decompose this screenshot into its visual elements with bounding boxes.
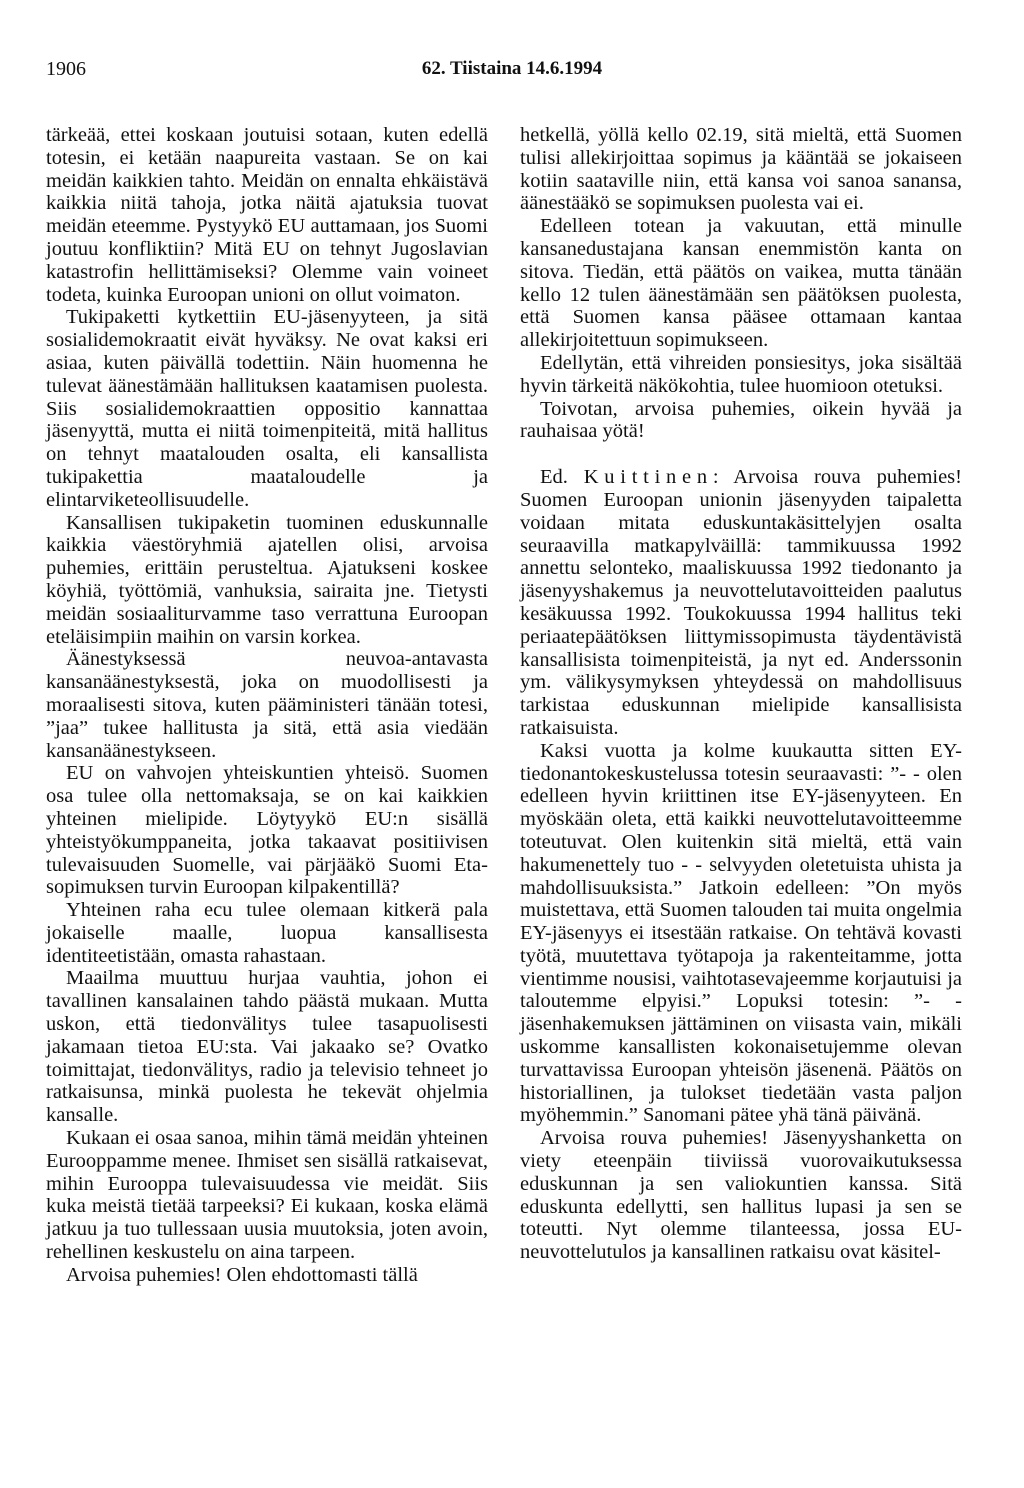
paragraph: Arvoisa rouva puhemies! Jäsenyyshanketta on viety eteenpäin tiiviissä vuorovaikutuksessa eduskunnan ja sen valiokuntien kanssa. Sitä eduskunta edellytti, sen hallitus lupasi ja sen se toteutti. Nyt olemme tilanteessa, jossa EU-neuvottelutulos ja kansallinen ratkaisu ovat käsitel- bbox=[520, 1127, 962, 1264]
paragraph: Edelleen totean ja vakuutan, että minulle kansanedustajana kansan enemmistön kanta on sitova. Tiedän, että päätös on vaikea, mutta tänään kello 12 tulen äänestämään sen päätöksen puolesta, että Suomen kansa pääsee ottamaan kantaa allekirjoitettuun sopimukseen. bbox=[520, 215, 962, 352]
page-header bbox=[0, 58, 1024, 86]
paragraph: Kukaan ei osaa sanoa, mihin tämä meidän yhteinen Eurooppamme menee. Ihmiset sen sisällä ratkaisevat, mihin Eurooppa tulevaisuudessa vie meidät. Siis kuka meistä tietää tarpeeksi? Ei kukaan, koska elämä jatkuu ja tuo tullessaan uusia muutoksia, joten avoin, rehellinen keskustelu on aina tarpeen. bbox=[46, 1127, 488, 1264]
paragraph: Äänestyksessä neuvoa-antavasta kansanäänestyksestä, joka on muodollisesti ja moraalisesti sitova, kuten pääministeri tänään totesi, ”jaa” tukee hallitusta ja sitä, että asia viedään kansanäänestykseen. bbox=[46, 648, 488, 762]
paragraph: Kaksi vuotta ja kolme kuukautta sitten EY-tiedonantokeskustelussa totesin seuraavasti: ”- - olen edelleen hyvin kriittinen itse EY-jäsenyyteen. En myöskään oleta, että kaikki neuvottelutavoitteemme toteutuvat. Olen kuitenkin sitä mieltä, että vain hakumenettely tuo - - selvyyden oletetuista uhista ja mahdollisuuksista.” Jatkoin edelleen: ”On myös muistettava, että Suomen talouden tai muita ongelmia EY-jäsenyys ei itsestään ratkaise. On tehtävä kovasti työtä, muutettava työtapoja ja rakenteitamme, jotta vientimme nousisi, vaihtotasevajeemme korjautuisi ja taloutemme elpyisi.” Lopuksi totesin: ”- - jäsenhakemuksen jättäminen on viisasta vain, mikäli uskomme kansallisten kokonaisetujemme olevan turvattavissa Euroopan yhteisön jäsenenä. Päätös on historiallinen, ja tulokset tiedetään vasta paljon myöhemmin.” Sanomani pätee yhä tänä päivänä. bbox=[520, 739, 962, 1127]
right-column bbox=[520, 124, 962, 1264]
paragraph: Toivotan, arvoisa puhemies, oikein hyvää ja rauhaisaa yötä! bbox=[520, 397, 962, 443]
speaker-prefix: Ed. bbox=[540, 466, 584, 489]
paragraph: Arvoisa puhemies! Olen ehdottomasti tällä bbox=[66, 1263, 418, 1286]
paragraph: tärkeää, ettei koskaan joutuisi sotaan, kuten edellä totesin, ei ketään naapureita vastaan. Se on kai meidän kaikkien tahto. Meidän on ennalta ehkäistävä kaikkia niitä tahoja, jotka näitä ajatuksia tuovat meidän eteemme. Pystyykö EU auttamaan, jos Suomi joutuu konfliktiin? Mitä EU on tehnyt Jugoslavian katastrofin hellittämiseksi? Olemme vain voineet todeta, kuinka Euroopan unioni on ollut voimaton. bbox=[46, 124, 488, 306]
session-date: 62. Tiistaina 14.6.1994 bbox=[421, 58, 603, 79]
paragraph: Kansallisen tukipaketin tuominen eduskunnalle kaikkia väestöryhmiä ajatellen olisi, arvoisa puhemies, erittäin perusteltua. Ajatukseni koskee köyhiä, työttömiä, vanhuksia, sairaita jne. Tietysti meidän sosiaaliturvamme taso verrattuna Euroopan eteläisimpiin maihin on varsin korkea. bbox=[46, 511, 488, 648]
paragraph: Maailma muuttuu hurjaa vauhtia, johon ei tavallinen kansalainen tahdo päästä mukaan. Mutta uskon, että tiedonvälitys tulee tasapuolisesti jakamaan tietoa EU:sta. Vai jakaako se? Ovatko toimittajat, tiedonvälitys, radio ja televisio tehneet jo ratkaisunsa, minkä puolesta he tekevät ohjelmia kansalle. bbox=[46, 967, 488, 1127]
paragraph: Edellytän, että vihreiden ponsiesitys, joka sisältää hyvin tärkeitä näkökohtia, tulee huomioon otetuksi. bbox=[520, 351, 962, 397]
paragraph: hetkellä, yöllä kello 02.19, sitä mieltä, että Suomen tulisi allekirjoittaa sopimus ja kääntää se jokaiseen kotiin saataville niin, että kansa voi sanoa sanansa, äänestääkö se sopimuksen puolesta vai ei. bbox=[520, 124, 962, 215]
speaker-text: : Arvoisa rouva puhemies! Suomen Euroopan unionin jäsenyyden taipaletta voidaan mitata eduskuntakäsittelyjen osalta seuraavilla matkapylväillä: tammikuussa 1992 annettu selonteko, maaliskuussa 1992 tiedonanto ja jäsenyyshakemus ja neuvottelutavoitteiden paalutus kesäkuussa 1992. Toukokuussa 1994 hallitus teki periaatepäätöksen liittymissopimusta täydentävistä kansallisista toimenpiteistä, ja nyt ed. Anderssonin ym. välikysymyksen yhteydessä on mahdollisuus tarkistaa eduskunnan mielipide kansallisista ratkaisuista. bbox=[520, 466, 962, 739]
left-column bbox=[46, 124, 488, 1287]
page-number: 1906 bbox=[46, 58, 86, 80]
paragraph: Yhteinen raha ecu tulee olemaan kitkerä pala jokaiselle maalle, luopua kansallisesta identiteetistään, omasta rahastaan. bbox=[46, 899, 488, 967]
speaker-paragraph bbox=[520, 466, 962, 740]
speaker-name: Kuittinen bbox=[583, 466, 713, 489]
paragraph: Tukipaketti kytkettiin EU-jäsenyyteen, ja sitä sosialidemokraatit eivät hyväksy. Ne ovat kaksi eri asiaa, kuten päivällä todettiin. Näin huomenna he tulevat äänestämään hallituksen kaatamisen puolesta. Siis sosialidemokraattien oppositio kannattaa jäsenyyttä, mutta ei niitä toimenpiteitä, mitä hallitus on tehnyt maatalouden osalta, eli kansallista tukipakettia maataloudelle ja elintarviketeollisuudelle. bbox=[46, 306, 488, 511]
paragraph: EU on vahvojen yhteiskuntien yhteisö. Suomen osa tulee olla nettomaksaja, se on kai kaikkien yhteinen mielipide. Löytyykö EU:n sisällä yhteistyökumppaneita, jotka takaavat positiivisen tulevaisuuden Suomelle, vai pärjääkö Suomi Eta-sopimuksen turvin Euroopan kilpakentillä? bbox=[46, 762, 488, 899]
